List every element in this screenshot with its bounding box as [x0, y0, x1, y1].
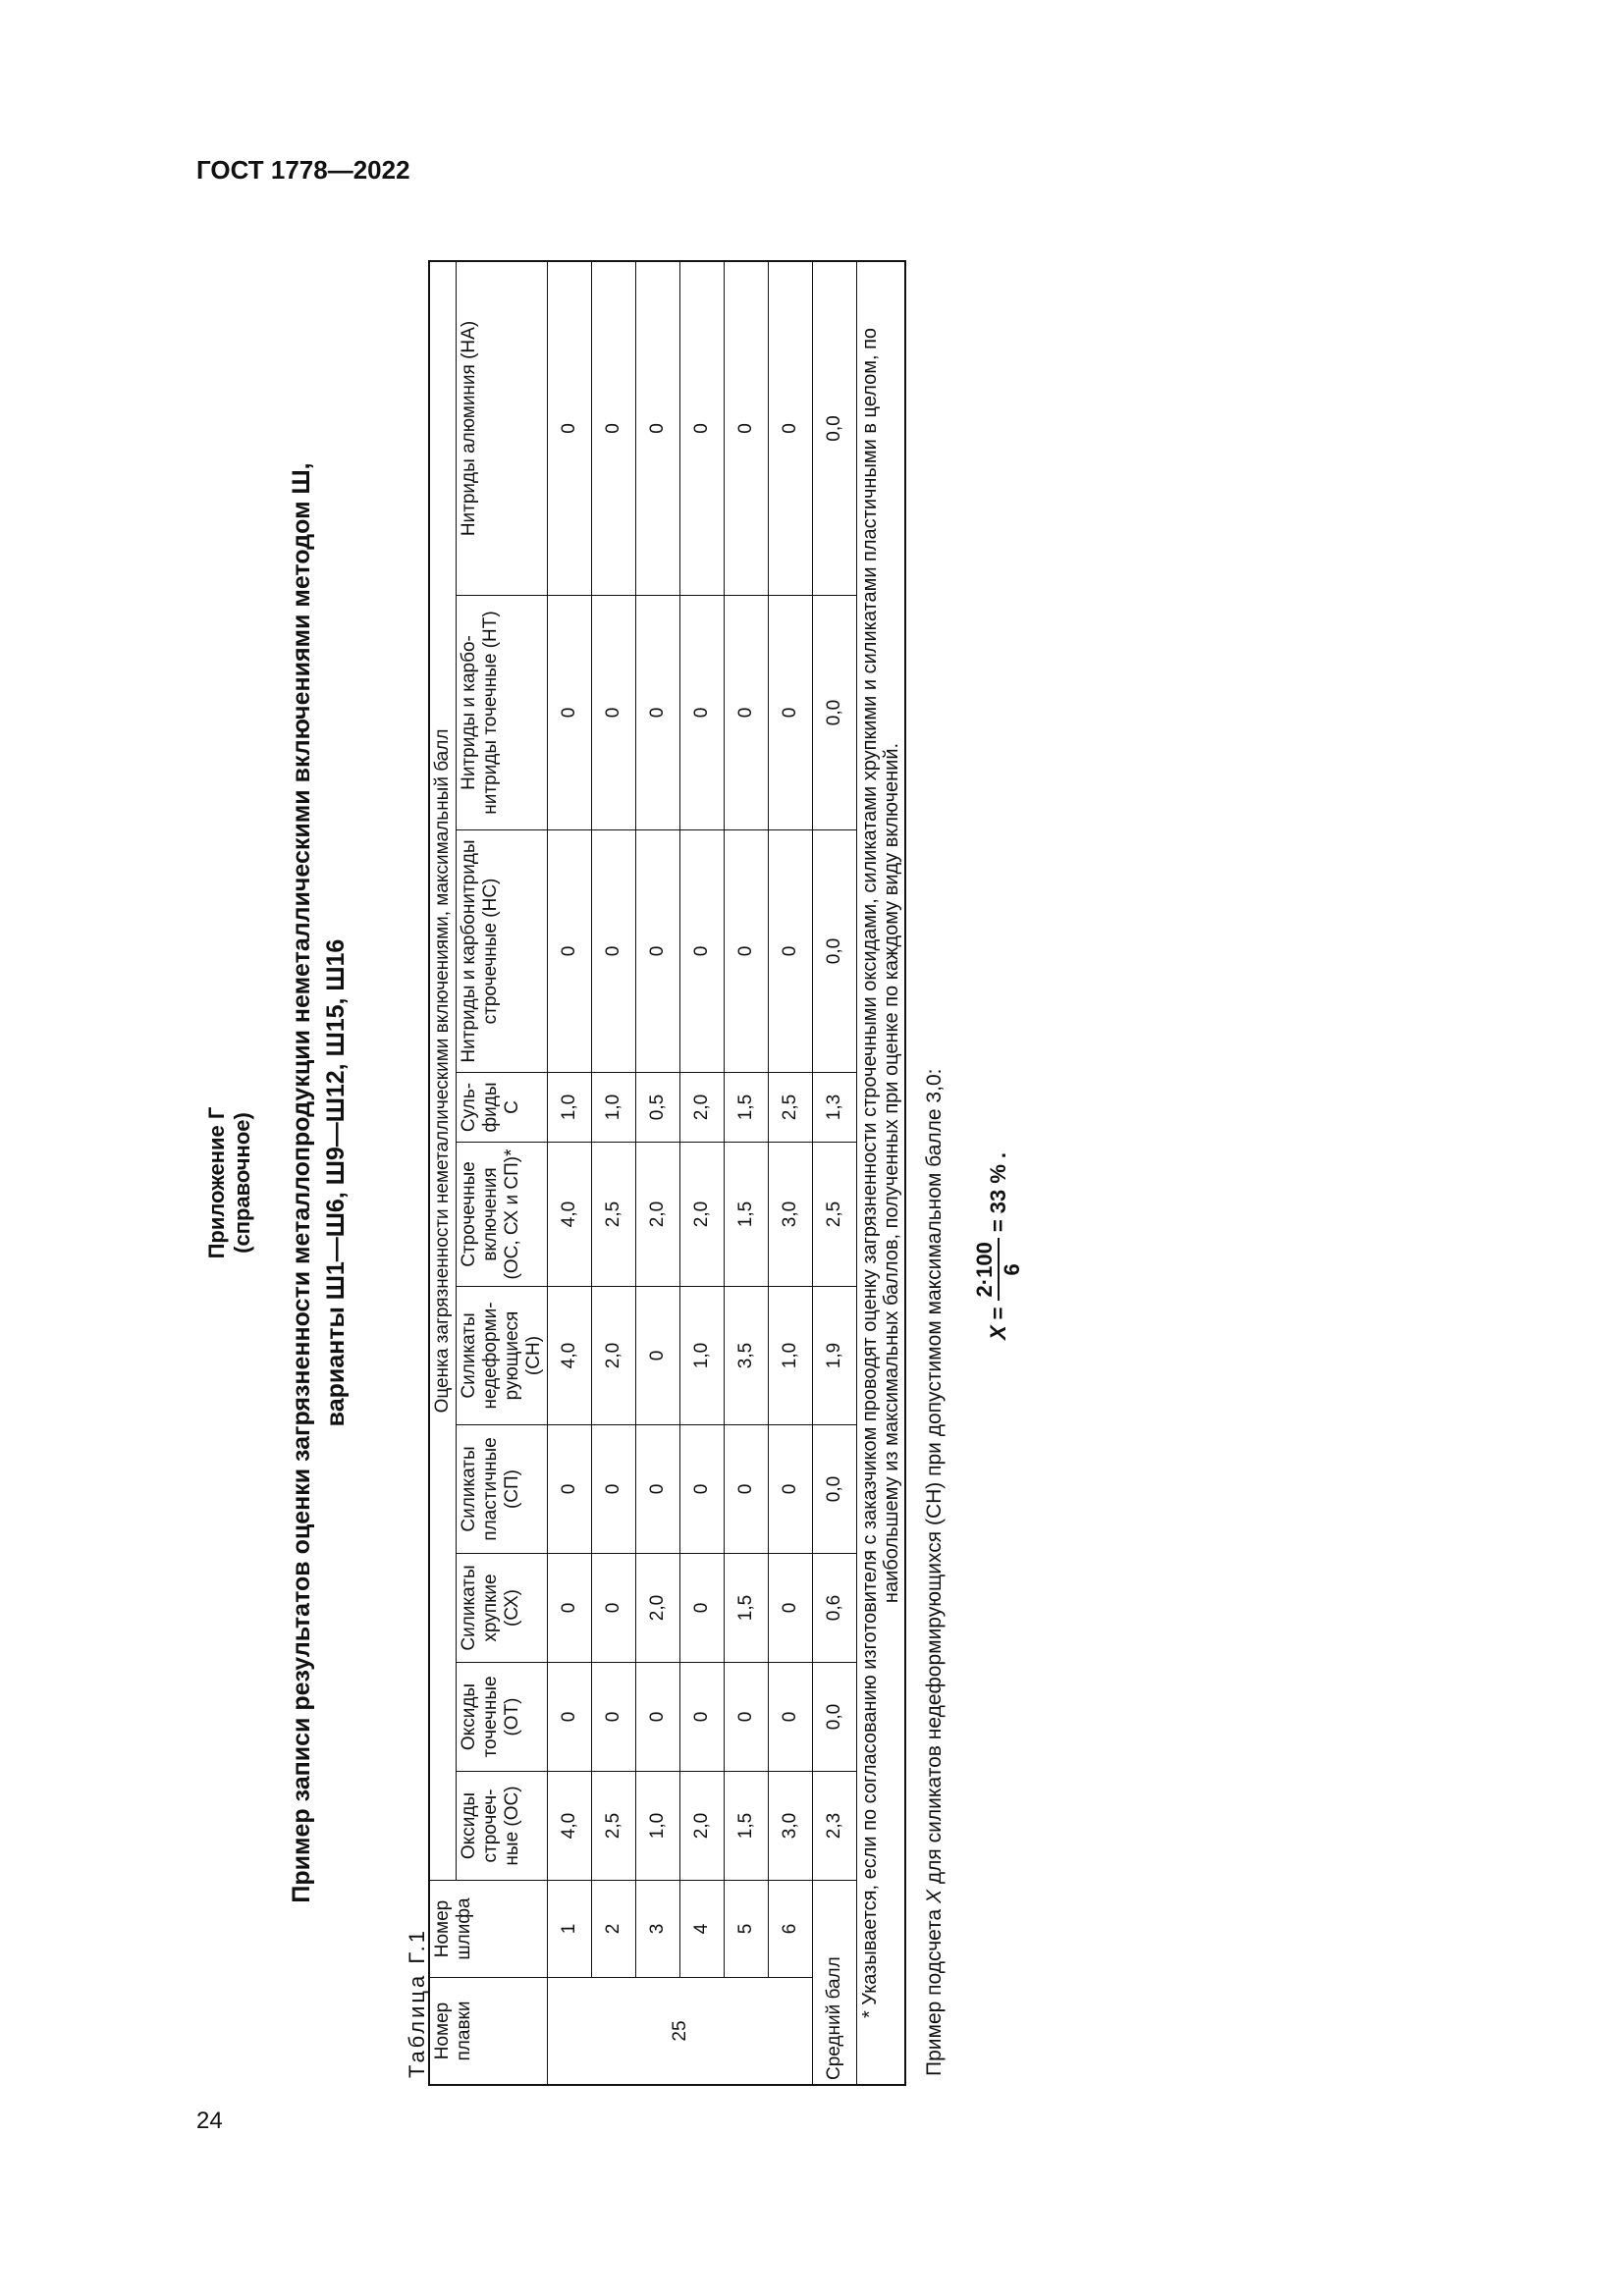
cell: 2,0 [680, 1772, 725, 1881]
average-row [813, 261, 857, 2085]
formula [972, 1152, 1025, 1340]
table-footnote: * Указывается, если по согласованию изготовителя с заказчиком проводят оценку загрязненности строчечными оксидами, силикатами хрупкими и силикатами пластичными в целом, по наибольшему из максимальных баллов, полученных при оценке по каждому виду включений. [857, 261, 906, 2085]
cell: 1,0 [680, 1287, 725, 1425]
cell: 0 [636, 261, 680, 596]
example-text-after: для силикатов недеформирующихся (СН) при допустимом максимальном балле 3,0: [923, 1068, 946, 1890]
appendix-title: Приложение Г [204, 1106, 229, 1259]
header-col: Нитриды алюминия (НА) [457, 261, 548, 596]
cell-plavka: 25 [548, 1978, 813, 2086]
cell: 0 [769, 830, 813, 1073]
cell: 1,5 [725, 1554, 769, 1663]
cell: 0 [680, 596, 725, 830]
header-shlif: Номер шлифа [429, 1881, 548, 1978]
cell: 0 [548, 596, 592, 830]
average-label: Средний балл [813, 1881, 857, 2086]
table-row [725, 261, 769, 2085]
header-col: Силикаты хрупкие (СХ) [457, 1554, 548, 1663]
cell: 0 [725, 1425, 769, 1554]
cell: 2,3 [813, 1772, 857, 1881]
cell: 2,5 [813, 1143, 857, 1287]
cell: 0 [592, 261, 636, 596]
table-row [680, 261, 725, 2085]
rotated-content [187, 260, 1041, 2106]
appendix-type: (справочное) [230, 1112, 254, 1254]
page-number: 24 [196, 2108, 223, 2134]
header-col: Силикаты недеформи-рующиеся (СН) [457, 1287, 548, 1425]
header-plavka: Номер плавки [429, 1978, 548, 2086]
cell: 4,0 [548, 1143, 592, 1287]
cell: 1,0 [636, 1772, 680, 1881]
cell-shlif: 2 [592, 1881, 636, 1978]
cell: 0,5 [636, 1073, 680, 1143]
table-header-row-2 [457, 261, 548, 2085]
cell: 0 [680, 830, 725, 1073]
footnote-row [857, 261, 906, 2085]
example-text [923, 1069, 947, 2076]
cell: 2,0 [592, 1287, 636, 1425]
cell: 0 [769, 1554, 813, 1663]
cell-shlif: 3 [636, 1881, 680, 1978]
formula-numerator: 2·100 [972, 1238, 1000, 1301]
header-col: Нитриды и карбонитриды строчечные (НС) [457, 830, 548, 1073]
header-group: Оценка загрязненности неметаллическими включениями, максимальный балл [429, 261, 457, 1881]
title-line-2: варианты Ш1—Ш6, Ш9—Ш12, Ш15, Ш16 [322, 938, 350, 1427]
cell: 0 [548, 1554, 592, 1663]
cell: 0 [769, 261, 813, 596]
cell: 1,0 [592, 1073, 636, 1143]
formula-fraction [972, 1238, 1025, 1301]
cell: 0 [548, 1425, 592, 1554]
header-col: Оксиды точечные (ОТ) [457, 1663, 548, 1772]
cell: 0,0 [813, 1663, 857, 1772]
cell: 2,0 [680, 1073, 725, 1143]
cell: 0 [592, 1425, 636, 1554]
table-caption: Таблица Г.1 [405, 1928, 429, 2078]
cell: 3,0 [769, 1143, 813, 1287]
cell-shlif: 6 [769, 1881, 813, 1978]
cell: 0 [592, 596, 636, 830]
results-table [428, 260, 906, 2086]
header-col: Силикаты пластичные (СП) [457, 1425, 548, 1554]
formula-result: = 33 % [986, 1164, 1010, 1233]
cell: 1,5 [725, 1143, 769, 1287]
table-row [636, 261, 680, 2085]
cell: 0 [769, 1663, 813, 1772]
cell: 4,0 [548, 1772, 592, 1881]
header-col: Нитриды и карбо-нитриды точечные (НТ) [457, 596, 548, 830]
cell: 0 [725, 1663, 769, 1772]
cell: 0 [680, 1425, 725, 1554]
table-row [548, 261, 592, 2085]
formula-lhs: X [986, 1325, 1010, 1340]
cell: 1,0 [769, 1287, 813, 1425]
cell: 4,0 [548, 1287, 592, 1425]
cell: 1,9 [813, 1287, 857, 1425]
cell: 2,5 [769, 1073, 813, 1143]
cell: 2,0 [680, 1143, 725, 1287]
cell: 2,5 [592, 1772, 636, 1881]
cell: 0,0 [813, 830, 857, 1073]
cell: 2,5 [592, 1143, 636, 1287]
cell: 1,0 [548, 1073, 592, 1143]
cell: 2,0 [636, 1554, 680, 1663]
cell: 0 [636, 830, 680, 1073]
cell: 0 [680, 1663, 725, 1772]
cell: 0 [725, 830, 769, 1073]
header-col: Оксиды строчеч-ные (ОС) [457, 1772, 548, 1881]
table-row [769, 261, 813, 2085]
cell-shlif: 4 [680, 1881, 725, 1978]
cell: 0 [548, 1663, 592, 1772]
cell: 0 [592, 1554, 636, 1663]
cell: 0 [769, 596, 813, 830]
cell: 0 [636, 1663, 680, 1772]
formula-end: . [986, 1151, 1010, 1159]
cell: 0 [725, 596, 769, 830]
cell: 0 [592, 1663, 636, 1772]
cell: 0 [680, 1554, 725, 1663]
header-col: Строчечные включения (ОС, СХ и СП)* [457, 1143, 548, 1287]
cell: 0 [636, 1425, 680, 1554]
header-col: Суль-фиды С [457, 1073, 548, 1143]
cell: 0 [548, 261, 592, 596]
cell: 0 [725, 261, 769, 596]
title-line-1: Пример записи результатов оценки загрязненности металлопродукции неметаллическими включениями методом Ш, [288, 462, 315, 1903]
example-text-before: Пример подсчета [923, 1902, 946, 2076]
cell: 0 [636, 1287, 680, 1425]
example-variable: X [923, 1889, 946, 1903]
cell: 1,5 [725, 1772, 769, 1881]
cell: 0 [680, 261, 725, 596]
cell: 1,5 [725, 1073, 769, 1143]
cell: 0 [592, 830, 636, 1073]
cell: 0,6 [813, 1554, 857, 1663]
table-row [592, 261, 636, 2085]
cell: 0,0 [813, 261, 857, 596]
section-title [285, 260, 353, 2106]
cell: 0,0 [813, 1425, 857, 1554]
cell: 0 [769, 1425, 813, 1554]
cell-shlif: 1 [548, 1881, 592, 1978]
standard-number: ГОСТ 1778—2022 [196, 155, 410, 185]
formula-denominator: 6 [1000, 1263, 1024, 1276]
appendix-heading [204, 260, 255, 2106]
cell: 1,3 [813, 1073, 857, 1143]
cell: 0 [548, 830, 592, 1073]
formula-equals: = [986, 1307, 1010, 1320]
cell: 3,0 [769, 1772, 813, 1881]
cell: 3,5 [725, 1287, 769, 1425]
table-header-row-1 [429, 261, 457, 2085]
cell-shlif: 5 [725, 1881, 769, 1978]
cell: 0 [636, 596, 680, 830]
cell: 2,0 [636, 1143, 680, 1287]
cell: 0,0 [813, 596, 857, 830]
